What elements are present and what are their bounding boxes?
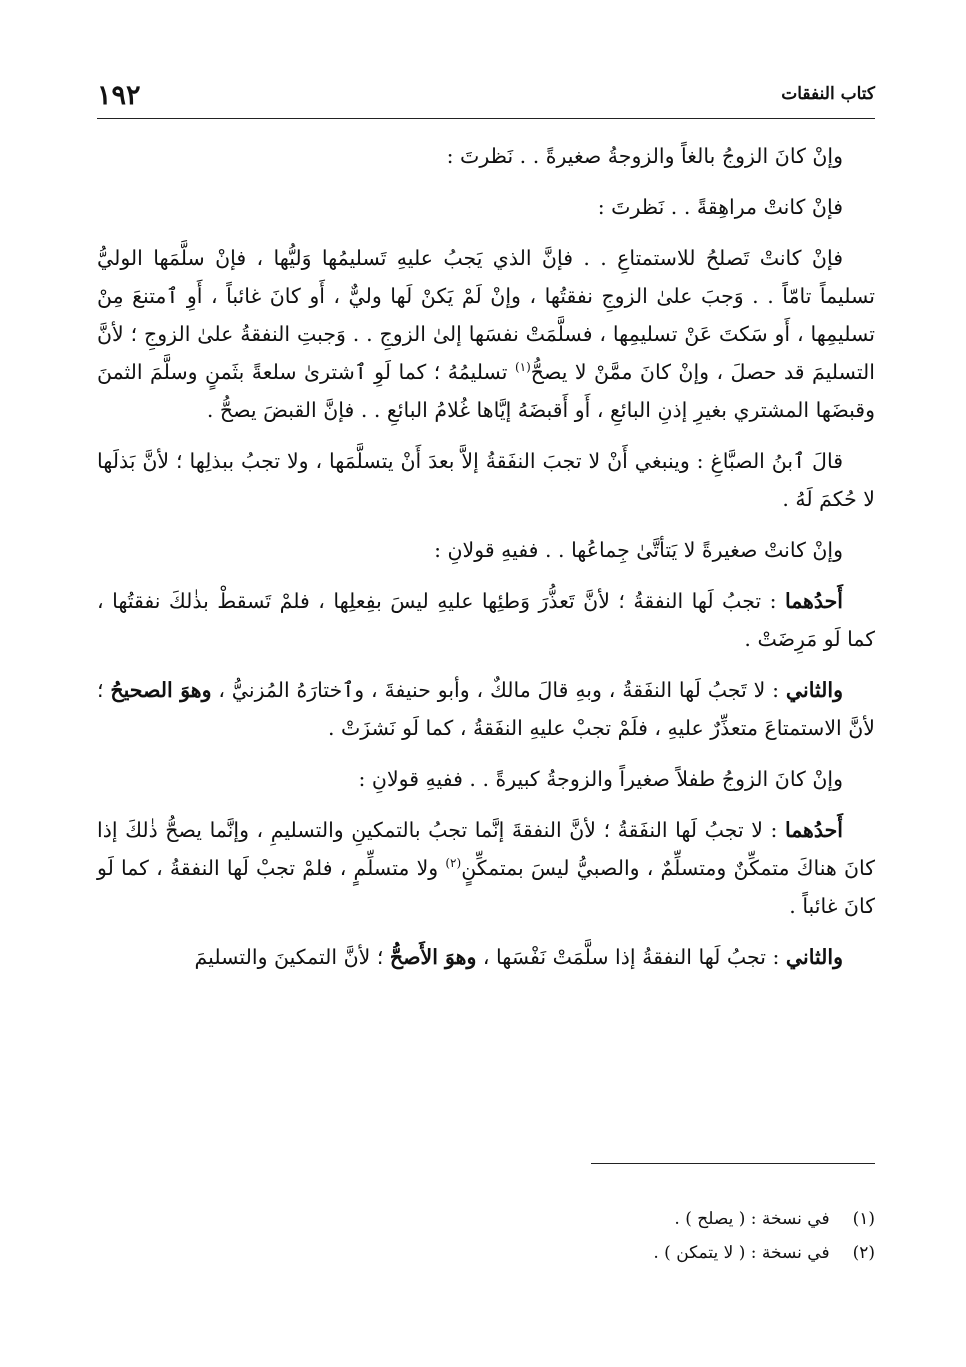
- text-run: فإنْ كانتْ تَصلحُ للاستمتاعِ . . فإنَّ الذي يَجبُ عليهِ تَسليمُها وَليُّها ، فإنْ سلَّمَها الوليُّ تسليماً تامّاً . . وَجبَ علىٰ الزوجِ نفقتُها ، وإنْ لَمْ يَكنْ لَها وليٌّ ، أَو كانَ غائباً ، أَوِ ٱمتنعَ مِنْ تسليمِها ، أَو سَكتَ عَنْ تسليمِها ، فسلَّمَتْ نفسَها إلىٰ الزوجِ . . وَجبتِ النفقةُ علىٰ الزوجِ ؛ لأنَّ التسليمَ قد حصلَ ، وإنْ كانَ ممَّنْ لا يصحُّ: [97, 246, 875, 384]
- footnotes: [375, 1202, 875, 1270]
- text-run: فإنْ كانتْ مراهِقةً . . نَظرتَ :: [597, 195, 843, 219]
- body-text: [97, 137, 875, 989]
- text-run: تسليمُهُ ؛ كما لَوِ ٱشترىٰ سلعةً بثَمنٍ وسلَّمَ الثمنَ وقبضَها المشتري بغيرِ إذنِ البائعِ ، أَو أَقبضَهُ إيَّاها غُلامُ البائعِ . . فإنَّ القبضَ يصحُّ .: [97, 360, 875, 422]
- paragraph: [97, 760, 875, 798]
- paragraph: [97, 582, 875, 658]
- footnote-marker: (٢): [445, 856, 462, 871]
- text-run: قالَ ٱبنُ الصبَّاغِ : وينبغي أَنْ لا تجبَ النفَقةُ إلاَّ بعدَ أَنْ يتسلَّمَها ، ولا تجبُ ببذلِها ؛ لأنَّ بَذلَها لا حُكمَ لَهُ .: [97, 449, 875, 511]
- paragraph: [97, 137, 875, 175]
- footnote-text: في نسخة : ( يصلح ) .: [674, 1209, 830, 1229]
- text-run: ولا متسلِّمٍ ، فلمْ تجبْ لَها النفقةُ ، كما لَو كانَ غائباً .: [97, 856, 875, 918]
- paragraph: [97, 938, 875, 976]
- page-number: ١٩٢: [97, 80, 141, 111]
- paragraph: [97, 811, 875, 925]
- bold-term: والثاني: [785, 678, 843, 702]
- footnote-text: في نسخة : ( لا يتمكن ) .: [653, 1243, 830, 1263]
- paragraph: [97, 188, 875, 226]
- paragraph: [97, 671, 875, 747]
- footnote-number: (١): [852, 1209, 875, 1229]
- page-header: [97, 78, 875, 119]
- text-run: : لا تَجبُ لَها النفَقةُ ، وبهِ قالَ مالكٌ ، وأبو حنيفةَ ، وٱختارَهُ المُزنيُّ ،: [211, 678, 786, 702]
- bold-term: أَحدُهما: [784, 589, 843, 613]
- text-run: ؛ لأنَّ الاستمتاعَ متعذِّرٌ عليهِ ، فلَمْ تجبْ عليهِ النفَقةُ ، كما لَو نَشزَتْ .: [97, 678, 875, 740]
- footnote: [375, 1236, 875, 1270]
- bold-term: والثاني: [785, 945, 843, 969]
- paragraph: [97, 531, 875, 569]
- bold-term: وهوَ الأَصحُّ: [389, 945, 477, 969]
- footnote-number: (٢): [852, 1243, 875, 1263]
- text-run: وإنْ كانَ الزوجُ طفلاً صغيراً والزوجةُ كبيرةً . . ففيهِ قولانِ :: [358, 767, 843, 791]
- text-run: : تجبُ لَها النفقةُ ؛ لأنَّ تَعذُّرَ وَطئِها عليهِ ليسَ بفِعلِها ، فلمْ تَسقطْ بذٰلكَ نفقتُها ، كما لَو مَرِضَتْ .: [97, 589, 875, 651]
- text-run: ؛ لأنَّ التمكينَ والتسليمَ: [194, 945, 390, 969]
- paragraph: [97, 239, 875, 429]
- text-run: وإنْ كانتْ صغيرةً لا يَتأتَّىٰ جِماعُها . . ففيهِ قولانِ :: [434, 538, 843, 562]
- text-run: وإنْ كانَ الزوجُ بالغاً والزوجةُ صغيرةً . . نَظرتَ :: [446, 144, 843, 168]
- footnote-divider: [591, 1163, 875, 1164]
- footnote: [375, 1202, 875, 1236]
- text-run: : تجبُ لَها النفقةُ إذا سلَّمَتْ نَفْسَها ،: [476, 945, 786, 969]
- paragraph: [97, 442, 875, 518]
- footnote-marker: (١): [514, 360, 531, 375]
- book-title: كتاب النفقات: [781, 84, 875, 104]
- text-run: : لا تجبُ لَها النفَقةُ ؛ لأنَّ النفقةَ إنَّما تجبُ بالتمكينِ والتسليمِ ، وإنَّما يصحُّ ذٰلكَ إذا كانَ هناكَ متمكِّنٌ ومتسلِّمٌ ، والصبيُّ ليسَ بمتمكِّنٍ: [97, 818, 876, 880]
- bold-term: وهوَ الصحيحُ: [110, 678, 212, 702]
- bold-term: أَحدُهما: [784, 818, 843, 842]
